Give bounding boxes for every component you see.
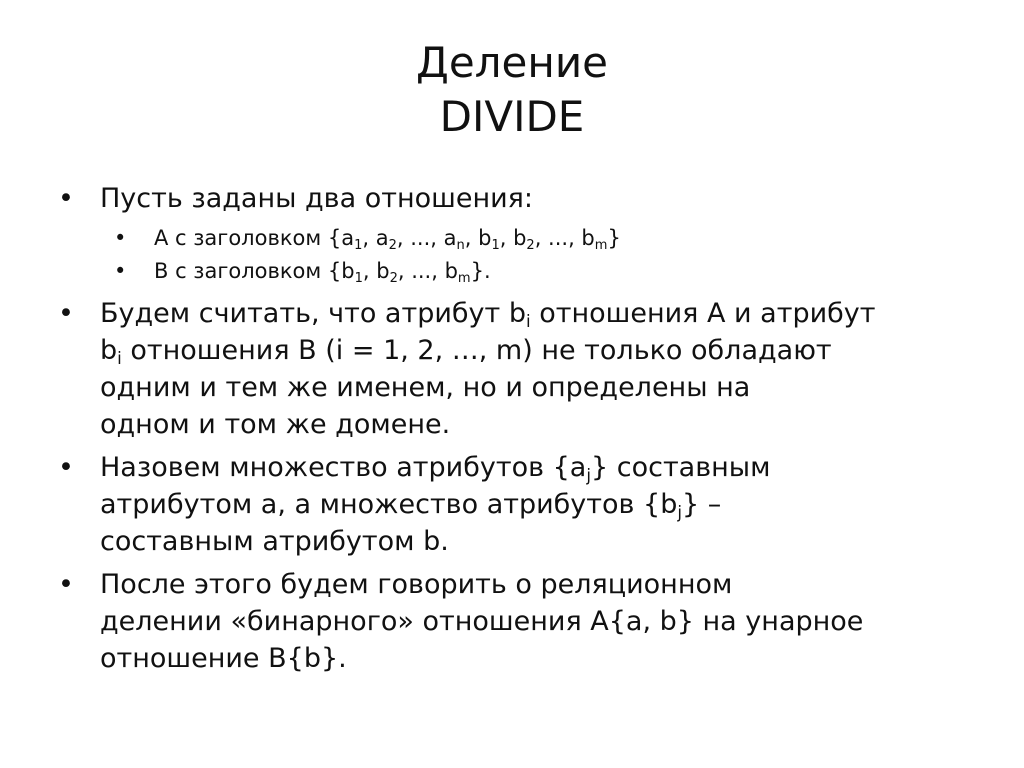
bullet-text-line: Будем считать, что атрибут $b_i$ отношения А и атрибут [100, 298, 876, 332]
bullet-list [58, 180, 988, 683]
bullet-item-composite-attributes [58, 449, 988, 560]
slide-title [0, 36, 1024, 144]
bullet-text-line: После этого будем говорить о реляционном [100, 569, 733, 600]
bullet-text-line: одном и том же домене. [100, 409, 451, 440]
sub-item-text: В с заголовком {$b_1$, $b_2$, ..., $b_m$}. [154, 259, 491, 286]
bullet-icon: • [114, 259, 127, 283]
bullet-icon: • [58, 452, 74, 483]
bullet-text-line: одним и тем же именем, но и определены на [100, 372, 751, 403]
bullet-text-line: атрибутом a, а множество атрибутов $\{b_j\}$ – [100, 489, 722, 523]
sub-item-relation-b [58, 256, 988, 287]
bullet-text: Пусть заданы два отношения: [100, 183, 534, 214]
sub-item-relation-a [58, 223, 988, 254]
title-line-1: Деление [416, 38, 608, 87]
sub-item-text: А с заголовком {$a_1$, $a_2$, ..., $a_n$, $b_1$, $b_2$, ..., $b_m$} [154, 226, 621, 253]
bullet-item-relational-division [58, 566, 988, 677]
bullet-item-attribute-domain [58, 295, 988, 443]
bullet-icon: • [58, 569, 74, 600]
bullet-icon: • [58, 183, 74, 214]
bullet-text-line: делении «бинарного» отношения A{a, b} на унарное [100, 606, 864, 637]
bullet-text-line: Назовем множество атрибутов $\{a_j\}$ составным [100, 452, 771, 486]
bullet-text-line: отношение B{b}. [100, 643, 347, 674]
bullet-item-two-relations [58, 180, 988, 217]
bullet-icon: • [58, 298, 74, 329]
bullet-text-line: составным атрибутом b. [100, 526, 449, 557]
title-line-2: DIVIDE [439, 92, 585, 141]
bullet-text-line: $b_i$ отношения В (i = 1, 2, …, m) не только обладают [100, 335, 832, 369]
bullet-icon: • [114, 226, 127, 250]
